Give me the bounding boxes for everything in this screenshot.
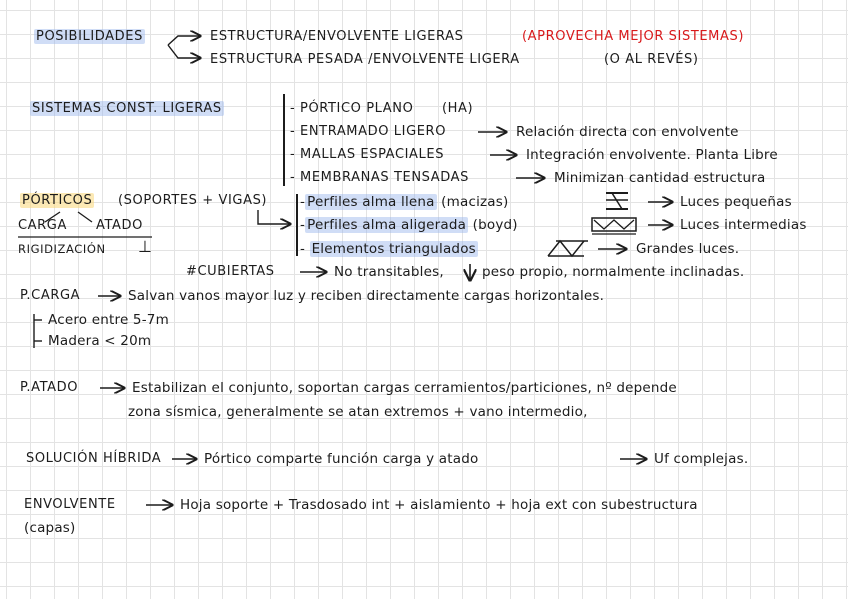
porticos-rigidizacion: RIGIDIZACIÓN [18, 242, 106, 256]
porticos-label: PÓRTICOS [22, 193, 93, 208]
pcarga-label: P.CARGA [20, 288, 81, 303]
pcarga-item-acero: Acero entre 5-7m [48, 312, 169, 328]
fork-arrow-2 [168, 45, 200, 58]
option-heavy-note: (O AL REVÉS) [604, 52, 699, 67]
porticos-atado: ATADO [96, 218, 143, 233]
type-alma-aligerada-result: Luces intermedias [680, 217, 807, 233]
porticos-types-bracket [296, 194, 298, 256]
sistemas-bracket [283, 94, 285, 186]
sistema-item-membranas: - MEMBRANAS TENSADAS [290, 170, 469, 185]
porticos-carga: CARGA [18, 218, 67, 233]
posibilidades-label: POSIBILIDADES [36, 29, 143, 44]
type-alma-aligerada: - Perfiles alma aligerada (boyd) [300, 217, 518, 233]
envolvente-sub: (capas) [24, 520, 76, 536]
fork-arrow-1 [168, 36, 200, 45]
porticos-sub: (SOPORTES + VIGAS) [118, 193, 268, 208]
pcarga-text: Salvan vanos mayor luz y reciben directamente cargas horizontales. [128, 288, 605, 304]
patado-line-1: Estabilizan el conjunto, soportan cargas cerramientos/particiones, nº depende [132, 380, 677, 396]
lattice-beam-icon [592, 218, 636, 234]
option-light-note: (APROVECHA MEJOR SISTEMAS) [522, 29, 745, 44]
cubiertas-text-2: peso propio, normalmente inclinadas. [482, 264, 745, 280]
patado-line-2: zona sísmica, generalmente se atan extremos + vano intermedio, [128, 404, 588, 420]
hibrida-label: SOLUCIÓN HÍBRIDA [26, 451, 162, 466]
sistema-note-mallas: Integración envolvente. Planta Libre [526, 147, 778, 163]
perpendicular-icon: ⊥ [138, 237, 153, 256]
cubiertas-text-1: No transitables, [334, 264, 444, 280]
patado-label: P.ATADO [20, 380, 79, 395]
type-alma-llena-result: Luces pequeñas [680, 194, 792, 210]
i-beam-icon [606, 193, 628, 209]
hibrida-text-2: Uf complejas. [654, 451, 749, 467]
arrow-porticos [258, 210, 290, 224]
truss-icon [548, 241, 588, 256]
cubiertas-label: #CUBIERTAS [186, 264, 275, 279]
sistema-note-portico: (HA) [442, 101, 474, 116]
option-structure-light: ESTRUCTURA/ENVOLVENTE LIGERAS [210, 29, 464, 44]
hibrida-text-1: Pórtico comparte función carga y atado [204, 451, 479, 467]
sistema-note-membranas: Minimizan cantidad estructura [554, 170, 766, 186]
envolvente-label: ENVOLVENTE [24, 497, 116, 512]
pcarga-item-madera: Madera < 20m [48, 333, 152, 349]
option-structure-heavy: ESTRUCTURA PESADA /ENVOLVENTE LIGERA [210, 52, 520, 67]
type-triangulados: - Elementos triangulados [300, 241, 476, 257]
sistemas-label: SISTEMAS CONST. LIGERAS [32, 101, 222, 116]
sistema-item-entramado: - ENTRAMADO LIGERO [290, 124, 447, 139]
sistema-note-entramado: Relación directa con envolvente [516, 124, 739, 140]
sistema-item-portico: - PÓRTICO PLANO [290, 101, 414, 116]
envolvente-text: Hoja soporte + Trasdosado int + aislamiento + hoja ext con subestructura [180, 497, 698, 513]
branch-atado [78, 212, 92, 222]
type-alma-llena: - Perfiles alma llena (macizas) [300, 194, 509, 210]
sistema-item-mallas: - MALLAS ESPACIALES [290, 147, 445, 162]
type-triangulados-result: Grandes luces. [636, 241, 740, 257]
